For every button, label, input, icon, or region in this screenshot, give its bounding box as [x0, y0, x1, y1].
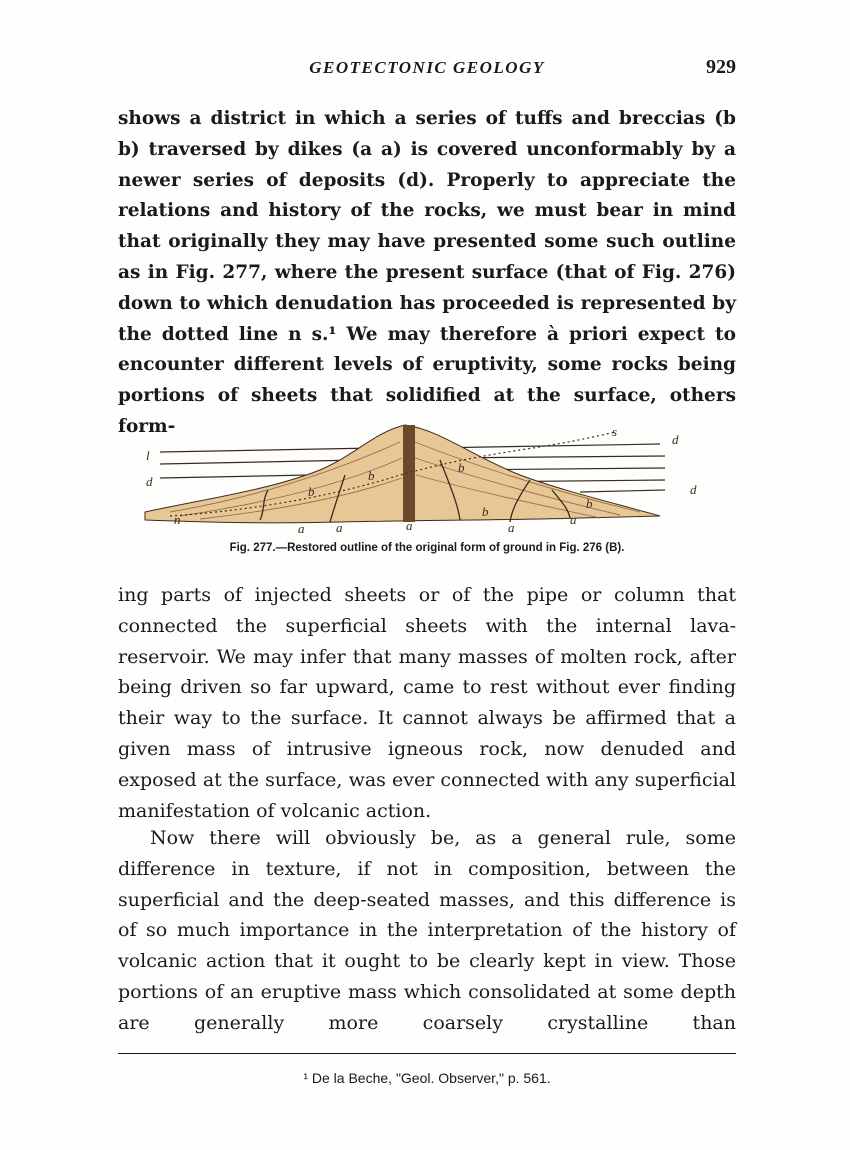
cross-section-diagram	[140, 420, 720, 542]
paragraph-2: ing parts of injected sheets or of the pipe or column that connected the superficial sheets with the internal lava-reservoir. We may infer that many masses of molten rock, after being driven so far upward, came to rest without ever finding their way to the surface. It cannot always be affirmed that a given mass of intrusive igneous rock, now denuded and exposed at the surface, was ever connected with any superficial manifestation of volcanic action.	[118, 584, 736, 822]
label-b-5: b	[586, 496, 593, 511]
label-b-4: b	[482, 504, 489, 519]
label-a-1: a	[298, 521, 305, 536]
label-a-5: a	[570, 512, 577, 527]
label-n: n	[174, 512, 181, 527]
label-b-1: b	[308, 484, 315, 499]
page-header	[118, 58, 736, 88]
label-d-left: d	[146, 474, 153, 489]
paragraph-3: Now there will obviously be, as a general rule, some difference in texture, if not in composition, between the superficial and the deep-seated masses, and this difference is of so much importance in the interpretation of the history of volcanic action that it ought to be clearly kept in view. Those portions of an eruptive mass which consolidated at some depth are generally more coarsely crystalline than	[118, 827, 736, 1034]
label-d-lower: d	[690, 482, 697, 497]
label-l: l	[146, 448, 150, 463]
label-a-2: a	[336, 520, 343, 535]
figure-caption: Fig. 277.—Restored outline of the original form of ground in Fig. 276 (B).	[229, 542, 625, 554]
label-b-2: b	[368, 468, 375, 483]
footnote-divider	[118, 1053, 736, 1054]
label-a-4: a	[508, 520, 515, 535]
page-number: 929	[706, 56, 736, 78]
label-a-3: a	[406, 518, 413, 533]
paragraph-1: shows a district in which a series of tuffs and breccias (b b) traversed by dikes (a a) is covered unconformably by a newer series of deposits (d). Properly to appreciate the relations and history of the rocks, we must bear in mind that originally they may have presented some such outline as in Fig. 277, where the present surface (that of Fig. 276) down to which denudation has proceeded is represented by the dotted line n s.¹ We may therefore à priori expect to encounter different levels of eruptivity, some rocks being portions of sheets that solidified at the surface, others form-	[118, 108, 736, 437]
footnote: ¹ De la Beche, "Geol. Observer," p. 561.	[303, 1070, 551, 1086]
label-d-upper: d	[672, 432, 679, 447]
figure-277	[140, 420, 720, 542]
label-s: s	[612, 424, 618, 439]
running-head: GEOTECTONIC GEOLOGY	[309, 58, 545, 77]
label-b-3: b	[458, 460, 465, 475]
